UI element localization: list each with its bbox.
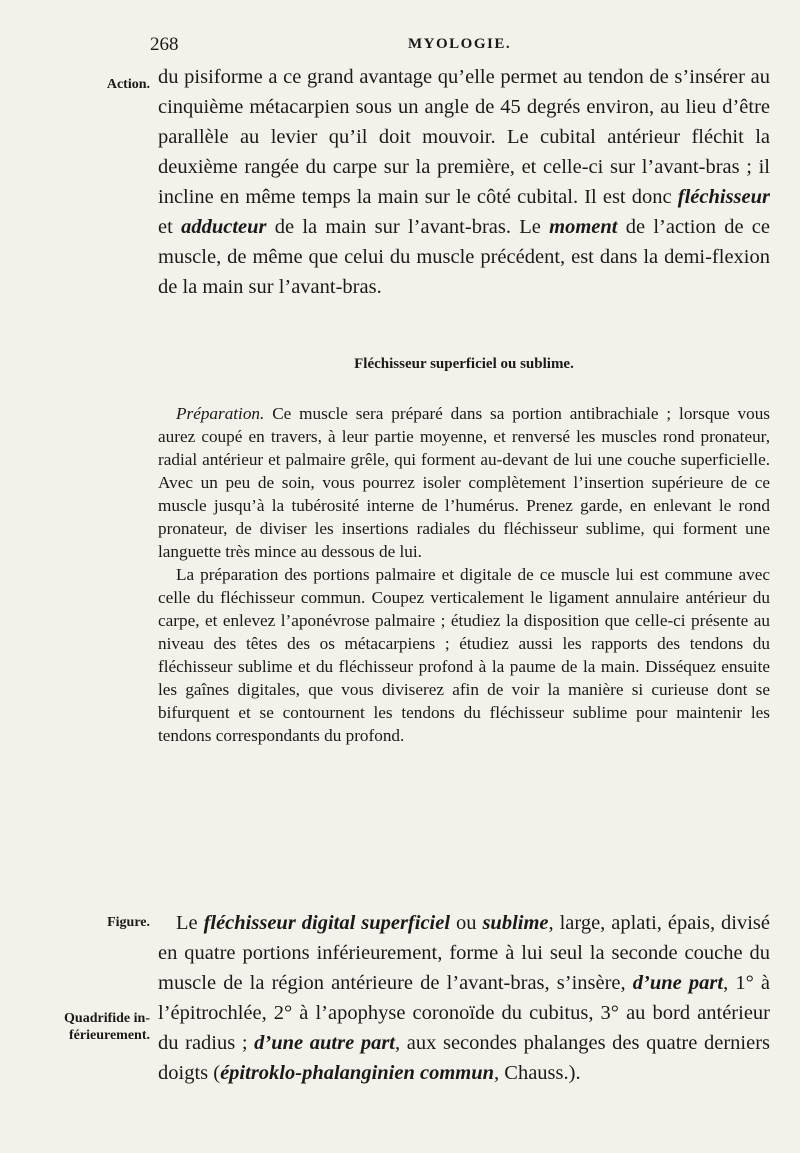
paragraph-action-text: du pisiforme a ce grand avantage qu’elle permet au tendon de s’insérer au cinquième métacarpien sous un angle de 45 degrés environ, au lieu d’être parallèle au levier qu’il doit mouvoir. Le cubital antérieur fléchit la deuxième rangée du carpe sur la première, et celle-ci sur l’avant-bras ; il incline en même temps la main sur le côté cubital. Il est donc fléchisseur et adducteur de la main sur l’avant-bras. Le moment de l’action de ce muscle, de même que celui du muscle précédent, est dans la demi-flexion de la main sur l’avant-bras. [158, 66, 770, 298]
page-number: 268 [150, 34, 179, 55]
section-title: Fléchisseur superficiel ou sublime. [354, 356, 574, 372]
running-title: MYOLOGIE. [408, 36, 512, 52]
paragraph-preparation-2-text: La préparation des portions palmaire et digitale de ce muscle lui est commune avec celle du fléchisseur commun. Coupez verticalement le ligament annulaire antérieur du carpe, et enlevez l’aponévrose palmaire ; étudiez la disposition que celle-ci présente au niveau des têtes des os métacarpiens ; étudiez aussi les rapports des tendons du fléchisseur sublime et du fléchisseur profond à la paume de la main. Disséquez ensuite les gaînes digitales, que vous diviserez afin de voir la manière si curieuse dont se bifurquent et se contournent les tendons du fléchisseur sublime pour maintenir les tendons correspondants du profond. [158, 565, 770, 745]
paragraph-description [158, 908, 770, 1088]
margin-note-quadrifide: Quadrifide in-férieurement. [64, 1011, 150, 1043]
paragraph-action [158, 62, 770, 302]
paragraph-preparation-text: Préparation. Ce muscle sera préparé dans sa portion antibrachiale ; lorsque vous aurez coupé en travers, à leur partie moyenne, et renversé les muscles rond pronateur, radial antérieur et palmaire grêle, qui forment au-devant de lui une couche superficielle. Avec un peu de soin, vous pourrez isoler complètement l’insertion supérieure de ce muscle jusqu’à la tubérosité interne de l’humérus. Prenez garde, en enlevant le rond pronateur, de diviser les insertions radiales du fléchisseur sublime, qui forment une languette très mince au dessous de lui. [158, 404, 770, 561]
margin-note-figure: Figure. [107, 915, 150, 930]
page-header [150, 34, 770, 58]
margin-note-action: Action. [106, 77, 150, 92]
paragraph-preparation [158, 402, 770, 747]
paragraph-description-text: Le fléchisseur digital superficiel ou sublime, large, aplati, épais, divisé en quatre portions inférieurement, forme à lui seul la seconde couche du muscle de la région antérieure de l’avant-bras, s’insère, d’une part, 1° à l’épitrochlée, 2° à l’apophyse coronoïde du cubitus, 3° au bord antérieur du radius ; d’une autre part, aux secondes phalanges des quatre derniers doigts (épitroklo-phalanginien commun, Chauss.). [158, 912, 771, 1084]
